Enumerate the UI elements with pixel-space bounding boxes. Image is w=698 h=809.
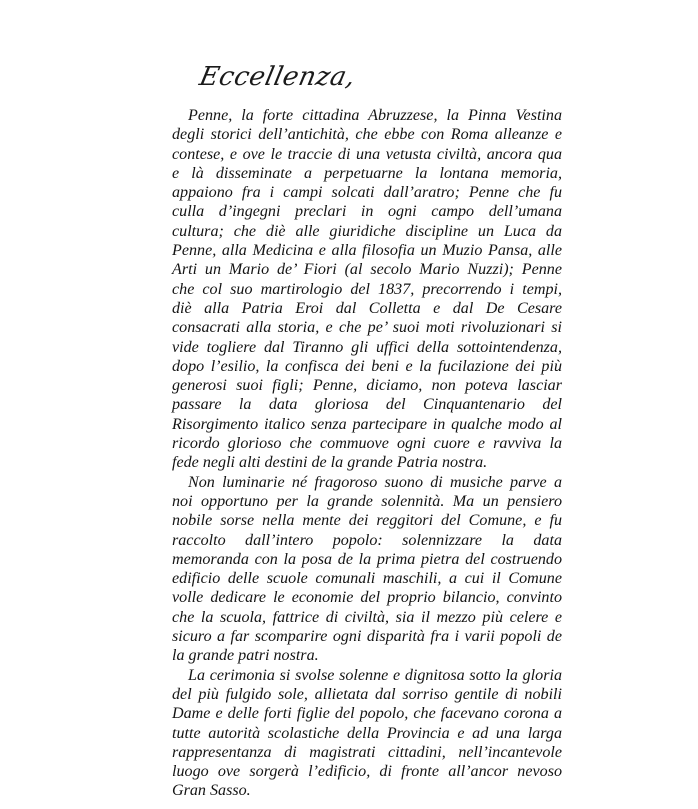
text-line: passare la data gloriosa del Cinquantenario del (172, 396, 562, 414)
text-line: memoranda con la posa de la prima pietra del costruendo (172, 550, 562, 568)
text-line: fede negli alti destini de la grande Patria nostra. (172, 454, 488, 472)
text-line: appaiono fra i campi solcati dall’aratro; Penne che fu (172, 184, 562, 202)
text-line: Penne, alla Medicina e alla filosofia un Muzio Pansa, alle (172, 242, 562, 260)
text-line: Dame e delle forti figlie del popolo, che facevano corona a (172, 705, 562, 723)
letter-body (172, 106, 562, 801)
text-line: generosi suoi figli; Penne, diciamo, non poteva lasciar (172, 377, 562, 395)
text-line: tutte autorità scolastiche della Provincia e ad una larga (172, 724, 562, 742)
text-line: Risorgimento italico senza partecipare in qualche modo al (172, 415, 562, 433)
text-line: volle dedicare le economie del proprio bilancio, convinto (172, 589, 562, 607)
text-line: dopo l’esilio, la confisca dei beni e la fucilazione dei più (172, 357, 562, 375)
text-line: che col suo martirologio del 1837, precorrendo i tempi, (172, 280, 562, 298)
text-line: che la scuola, fattrice di civiltà, sia il mezzo più celere e (172, 608, 562, 626)
text-line: luogo ove sorgerà l’edificio, di fronte all’ancor nevoso (172, 763, 562, 781)
text-line: culla d’ingegni preclari in ogni campo dell’umana (172, 203, 562, 221)
text-line: La cerimonia si svolse solenne e dignitosa sotto la gloria (188, 666, 562, 684)
text-line: diè alla Patria Eroi dal Colletta e dal De Cesare (172, 299, 562, 317)
text-line: degli storici dell’antichità, che ebbe con Roma alleanze e (172, 126, 562, 144)
text-line: rappresentanza di magistrati cittadini, nell’incantevole (172, 743, 562, 761)
text-line: Penne, la forte cittadina Abruzzese, la Pinna Vestina (188, 107, 562, 124)
text-line: Gran Sasso. (172, 782, 251, 800)
text-line: cultura; che diè alle giuridiche discipline un Luca da (172, 222, 562, 240)
text-line: vide togliere dal Tiranno gli uffici della sottointendenza, (172, 338, 562, 356)
salutation-heading: Eccellenza, (196, 62, 359, 92)
text-line: del più fulgido sole, allietata dal sorriso gentile di nobili (172, 685, 562, 703)
text-line: edificio delle scuole comunali maschili, a cui il Comune (172, 570, 562, 588)
text-line: e là disseminate a perpetuarne la lontana memoria, (172, 164, 562, 182)
paragraph (172, 666, 562, 801)
text-line: consacrati alla storia, e che pe’ suoi moti rivoluzionari si (172, 319, 562, 337)
text-line: ricordo glorioso che commuove ogni cuore e ravviva la (172, 435, 562, 453)
text-line: Non luminarie né fragoroso suono di musiche parve a (188, 473, 562, 491)
text-line: nobile sorse nella mente dei reggitori del Comune, e fu (172, 512, 562, 530)
text-line: raccolto dall’intero popolo: solennizzare la data (172, 531, 562, 549)
text-line: noi opportuno per la grande solennità. Ma un pensiero (172, 492, 562, 510)
text-line: contese, e ove le traccie di una vetusta civiltà, ancora qua (172, 145, 562, 163)
text-line: Arti un Mario de’ Fiori (al secolo Mario Nuzzi); Penne (172, 261, 562, 279)
paragraph (172, 106, 562, 473)
paragraph (172, 473, 562, 666)
text-line: la grande patri nostra. (172, 647, 319, 665)
text-line: sicuro a far scomparire ogni disparità fra i varii popoli de (172, 628, 562, 646)
